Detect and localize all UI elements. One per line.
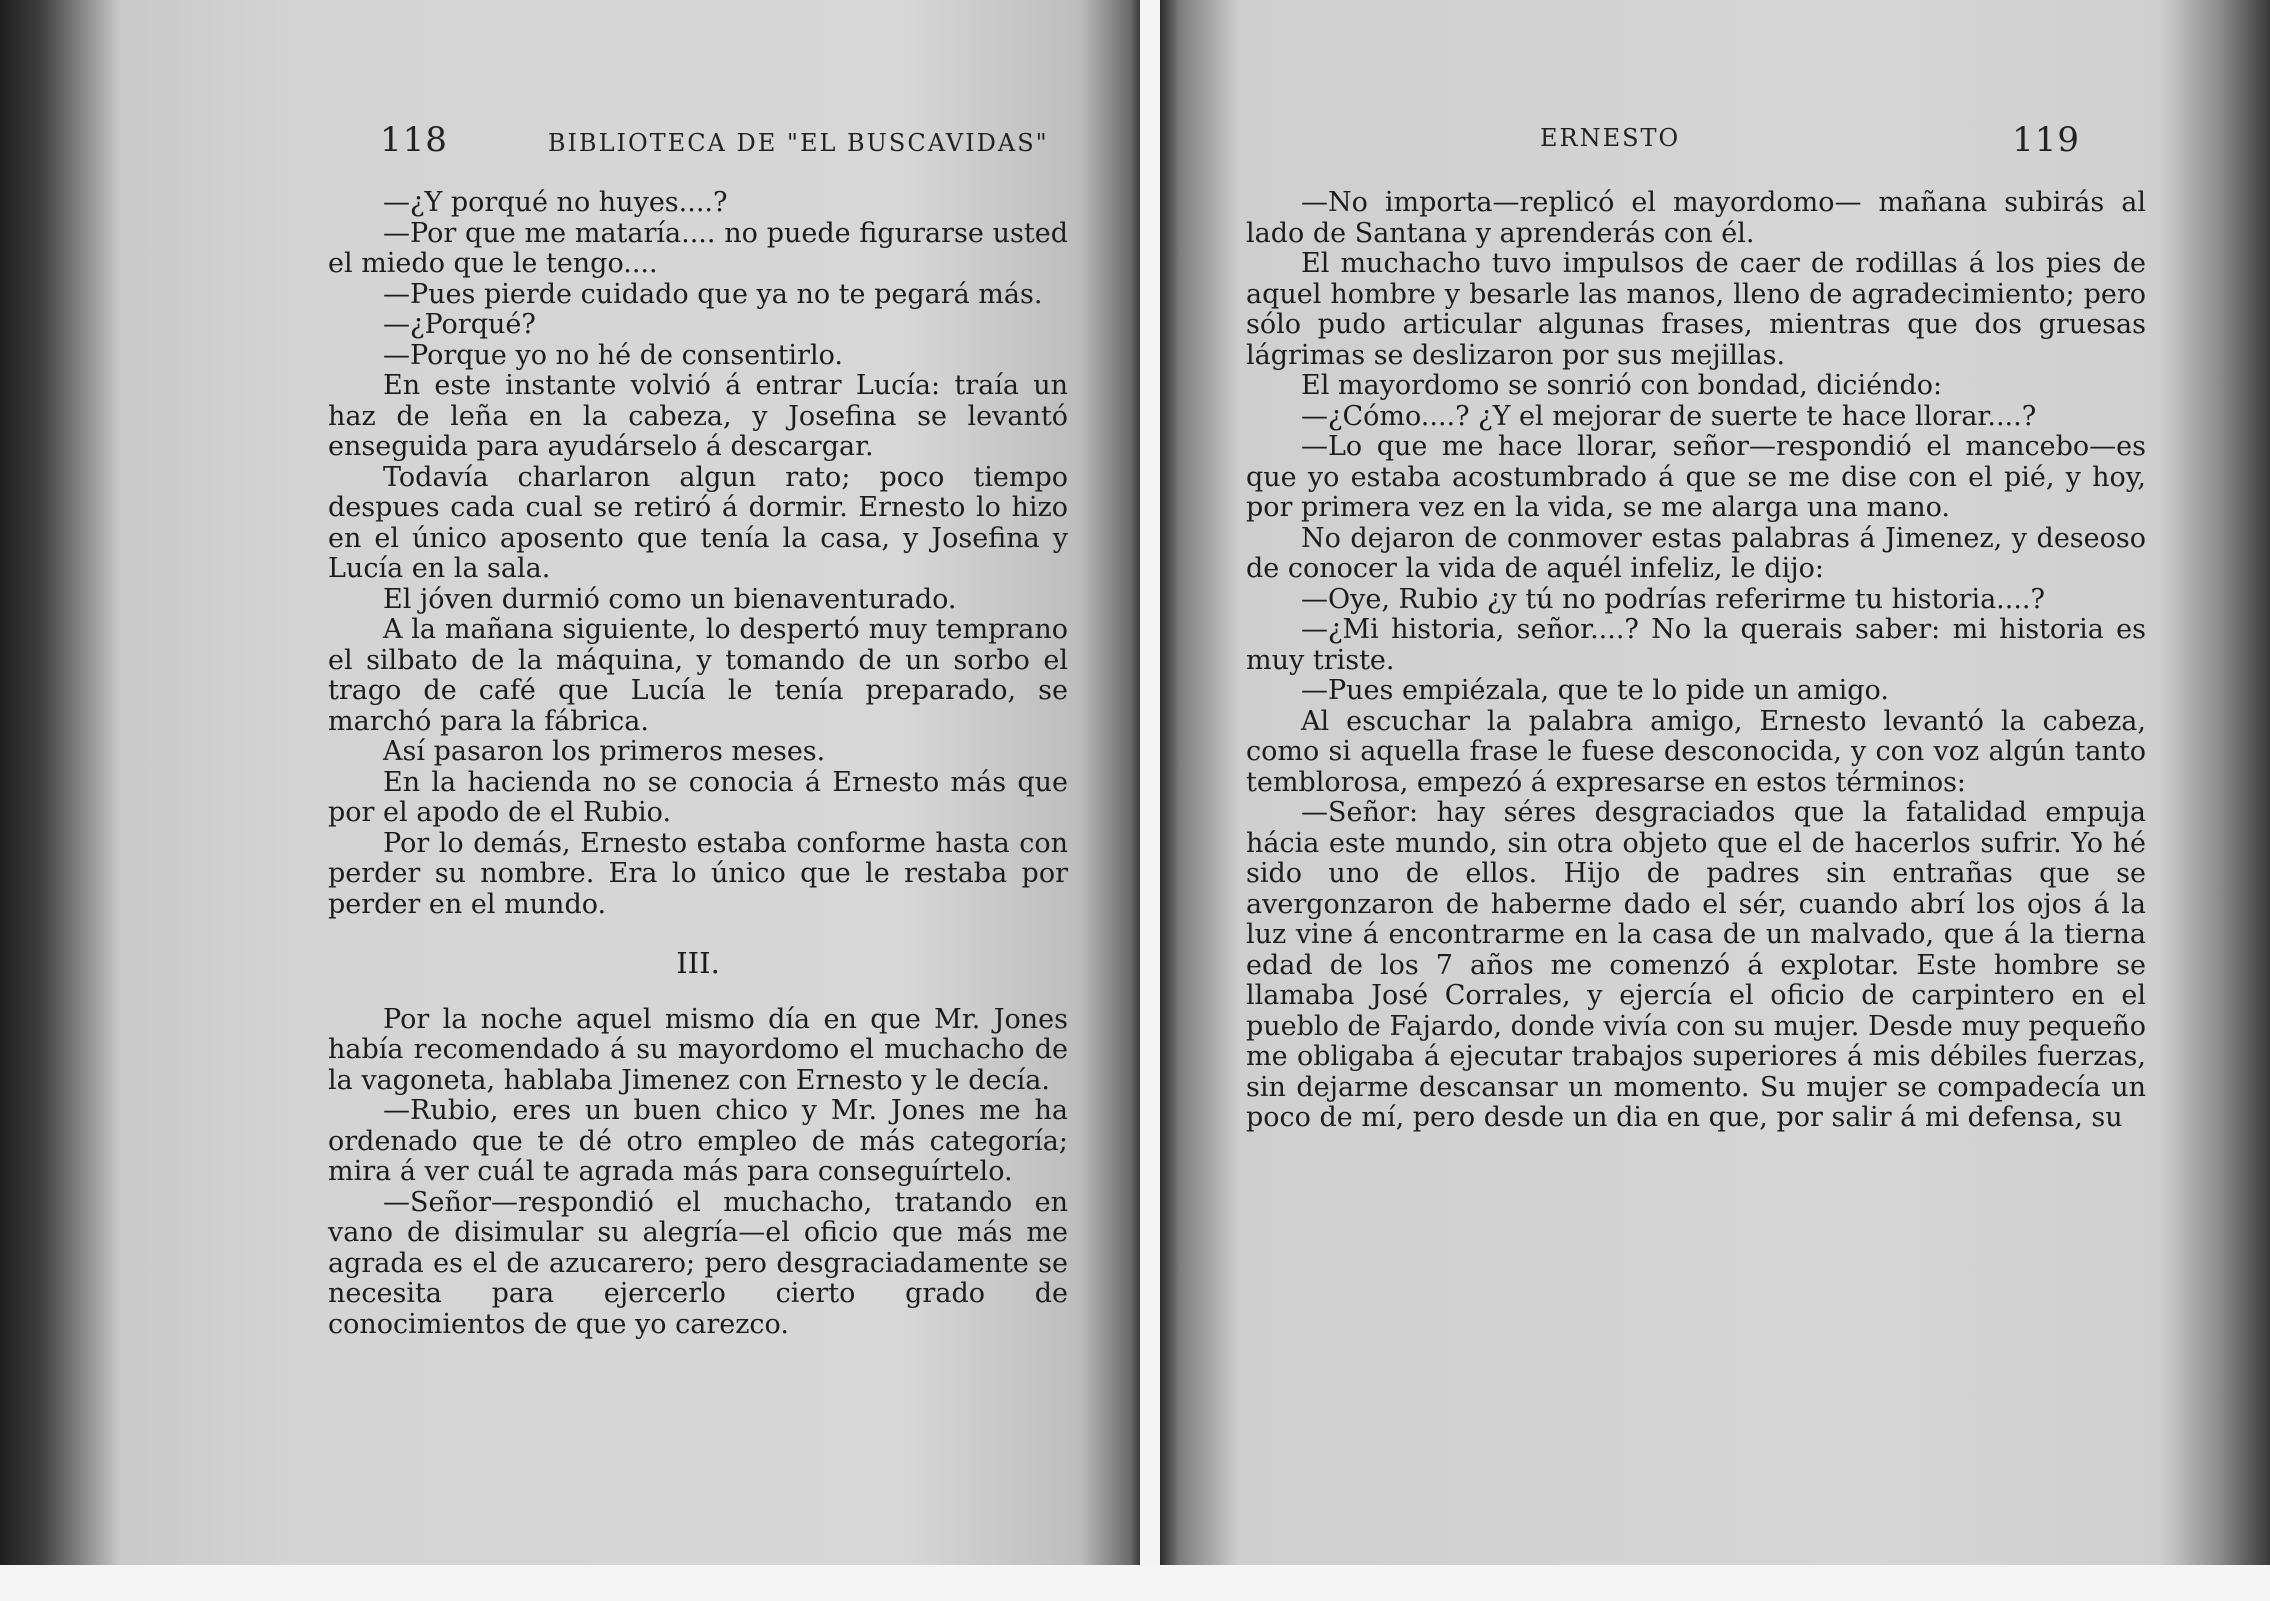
paragraph: Así pasaron los primeros meses. xyxy=(383,736,826,767)
scan-margin xyxy=(0,1565,2270,1601)
paragraph: El mayordomo se sonrió con bondad, diciéndo: xyxy=(1301,370,1943,401)
page-number: 118 xyxy=(380,120,448,160)
running-head: ERNESTO xyxy=(1540,124,1681,152)
right-page xyxy=(1160,0,2270,1601)
paragraph: —Lo que me hace llorar, señor—respondió el mancebo—es que yo estaba acostumbrado á que se me dise con el pié, y hoy, por primera vez en la vida, se me alarga una mano. xyxy=(1246,431,2146,523)
paragraph: —No importa—replicó el mayordomo— mañana subirás al lado de Santana y aprenderás con él. xyxy=(1246,187,2146,249)
paragraph: —¿Y porqué no huyes....? xyxy=(383,187,728,218)
paragraph: Por lo demás, Ernesto estaba conforme hasta con perder su nombre. Era lo único que le restaba por perder en el mundo. xyxy=(328,827,1068,920)
paragraph: —¿Porqué? xyxy=(383,309,536,340)
right-page-text xyxy=(1246,188,2146,1134)
paragraph: —Pues pierde cuidado que ya no te pegará más. xyxy=(383,278,1043,310)
page-number: 119 xyxy=(2012,120,2080,160)
paragraph: —Pues empiézala, que te lo pide un amigo. xyxy=(1301,675,1889,706)
paragraph: —¿Cómo....? ¿Y el mejorar de suerte te hace llorar....? xyxy=(1301,400,2037,432)
paragraph: En la hacienda no se conocia á Ernesto más que por el apodo de el Rubio. xyxy=(328,766,1068,828)
left-page-header xyxy=(380,120,1120,160)
paragraph: A la mañana siguiente, lo despertó muy temprano el silbato de la máquina, y tomando de un sorbo el trago de café que Lucía le tenía preparado, se marchó para la fábrica. xyxy=(328,614,1068,737)
paragraph: En este instante volvió á entrar Lucía: traía un haz de leña en la cabeza, y Josefina se levantó enseguida para ayudárselo á descargar. xyxy=(328,370,1068,462)
paragraph: —¿Mi historia, señor....? No la querais saber: mi historia es muy triste. xyxy=(1246,614,2146,676)
running-head: BIBLIOTECA DE "EL BUSCAVIDAS" xyxy=(547,129,1049,157)
paragraph: No dejaron de conmover estas palabras á Jimenez, y deseoso de conocer la vida de aquél infeliz, le dijo: xyxy=(1246,522,2146,584)
paragraph: —Por que me mataría.... no puede figurarse usted el miedo que le tengo.... xyxy=(328,217,1068,279)
paragraph: Por la noche aquel mismo día en que Mr. Jones había recomendado á su mayordomo el muchacho de la vagoneta, hablaba Jimenez con Ernesto y le decía. xyxy=(328,1003,1068,1096)
chapter-heading: III. xyxy=(676,946,720,980)
right-page-header xyxy=(1540,120,2080,160)
paragraph: —Señor—respondió el muchacho, tratando en vano de disimular su alegría—el oficio que más me agrada es el de azucarero; pero desgraciadamente se necesita para ejercerlo cierto grado de conocimientos de que yo carezco. xyxy=(328,1186,1068,1340)
paragraph: —Oye, Rubio ¿y tú no podrías referirme tu historia....? xyxy=(1301,583,2045,615)
paragraph: Todavía charlaron algun rato; poco tiempo despues cada cual se retiró á dormir. Ernesto lo hizo en el único aposento que tenía la casa, y Josefina y Lucía en la sala. xyxy=(328,461,1068,584)
paragraph: —Porque yo no hé de consentirlo. xyxy=(383,339,843,371)
paragraph: El jóven durmió como un bienaventurado. xyxy=(383,583,957,615)
paragraph: Al escuchar la palabra amigo, Ernesto levantó la cabeza, como si aquella frase le fuese desconocida, y con voz algún tanto temblorosa, empezó á expresarse en estos términos: xyxy=(1246,705,2146,798)
paragraph: —Rubio, eres un buen chico y Mr. Jones me ha ordenado que te dé otro empleo de más categoría; mira á ver cuál te agrada más para conseguírtelo. xyxy=(328,1095,1068,1187)
book-gutter xyxy=(1140,0,1160,1601)
paragraph: El muchacho tuvo impulsos de caer de rodillas á los pies de aquel hombre y besarle las manos, lleno de agradecimiento; pero sólo pudo articular algunas frases, mientras que dos gruesas lágrimas se deslizaron por sus mejillas. xyxy=(1246,248,2146,371)
paragraph: —Señor: hay séres desgraciados que la fatalidad empuja hácia este mundo, sin otra objeto que el de hacerlos sufrir. Yo hé sido uno de ellos. Hijo de padres sin entrañas que se avergonzaron de haberme dado el sér, cuando abrí los ojos á la luz vine á encontrarme en la casa de un malvado, que á la tierna edad de los 7 años me comenzó á explotar. Este hombre se llamaba José Corrales, y ejercía el oficio de carpintero en el pueblo de Fajardo, donde vivía con su mujer. Desde muy pequeño me obligaba á ejecutar trabajos superiores á mis débiles fuerzas, sin dejarme descansar un momento. Su mujer se compadecía un poco de mí, pero desde un dia en que, por salir á mi defensa, su xyxy=(1246,797,2146,1133)
left-page-text xyxy=(328,188,1068,1340)
